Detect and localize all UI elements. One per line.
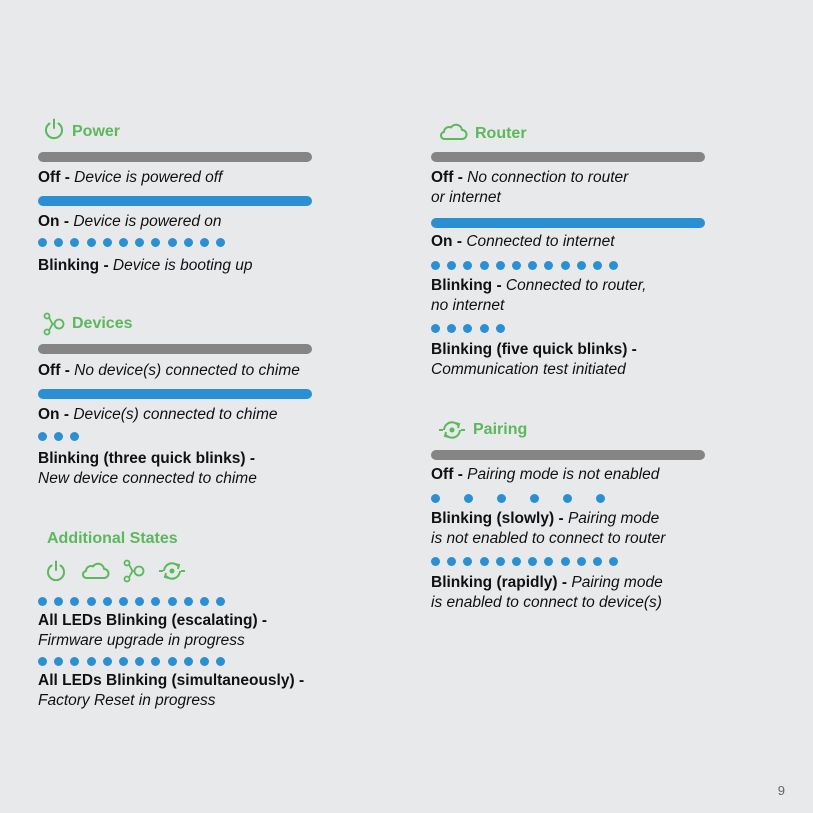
- pairing-icon: [158, 559, 186, 583]
- led-blink-dots: [431, 324, 505, 334]
- led-dot: [596, 494, 605, 503]
- led-blink-dots: [38, 238, 225, 248]
- devices-section-title: Devices: [42, 312, 133, 336]
- led-dot: [463, 557, 472, 566]
- led-on-bar: [38, 389, 312, 399]
- additional-section-title: Additional States: [47, 530, 178, 547]
- devices-icon: [42, 312, 66, 336]
- led-dot: [463, 324, 472, 333]
- led-dot: [528, 557, 537, 566]
- led-dot: [464, 494, 473, 503]
- led-dot: [70, 432, 79, 441]
- led-dot: [184, 238, 193, 247]
- led-dot: [577, 261, 586, 270]
- led-dot: [561, 557, 570, 566]
- led-dot: [216, 597, 225, 606]
- led-dot: [512, 557, 521, 566]
- led-dot: [216, 238, 225, 247]
- led-dot: [151, 657, 160, 666]
- devices-icon: [122, 559, 146, 583]
- led-dot: [431, 261, 440, 270]
- pairing-slow-desc2: is not enabled to connect to router: [431, 530, 666, 547]
- led-dot: [593, 557, 602, 566]
- led-dot: [530, 494, 539, 503]
- page-number: 9: [777, 783, 785, 798]
- pairing-off-text: Off - Pairing mode is not enabled: [431, 466, 660, 483]
- led-dot: [151, 597, 160, 606]
- led-dot: [70, 657, 79, 666]
- led-dot: [200, 597, 209, 606]
- devices-blinking-text: Blinking (three quick blinks) -: [38, 450, 256, 467]
- led-dot: [431, 324, 440, 333]
- led-off-bar: [38, 152, 312, 162]
- led-dot: [496, 261, 505, 270]
- router-blinking-desc2: no internet: [431, 297, 505, 314]
- router-section-title: Router: [437, 120, 527, 144]
- led-dot: [87, 657, 96, 666]
- led-dot: [135, 238, 144, 247]
- led-dot: [135, 597, 144, 606]
- power-icon: [44, 559, 68, 583]
- led-dot: [463, 261, 472, 270]
- pairing-slow-text: Blinking (slowly) - Pairing mode: [431, 510, 660, 527]
- cloud-icon: [80, 559, 110, 583]
- led-slow-blink-dots: [431, 494, 605, 504]
- led-dot: [447, 261, 456, 270]
- power-on-text: On - Device is powered on: [38, 213, 222, 230]
- all-leds-escalating-desc: Firmware upgrade in progress: [38, 632, 245, 649]
- led-dot: [577, 557, 586, 566]
- led-dot: [561, 261, 570, 270]
- led-off-bar: [431, 152, 705, 162]
- led-dot: [480, 261, 489, 270]
- led-dot: [135, 657, 144, 666]
- led-dot: [512, 261, 521, 270]
- led-dot: [609, 557, 618, 566]
- led-dot: [70, 597, 79, 606]
- led-on-bar: [431, 218, 705, 228]
- led-dot: [54, 238, 63, 247]
- all-leds-simultaneous-desc: Factory Reset in progress: [38, 692, 216, 709]
- all-leds-simultaneous-text: All LEDs Blinking (simultaneously) -: [38, 672, 305, 689]
- led-blink-dots: [38, 597, 225, 607]
- led-off-bar: [38, 344, 312, 354]
- additional-icons: [44, 559, 186, 583]
- led-blink-dots: [431, 261, 618, 271]
- led-dot: [184, 597, 193, 606]
- led-rapid-blink-dots: [431, 557, 618, 567]
- led-dot: [168, 597, 177, 606]
- led-dot: [496, 324, 505, 333]
- all-leds-escalating-text: All LEDs Blinking (escalating) -: [38, 612, 268, 629]
- led-dot: [447, 557, 456, 566]
- pairing-section-title: Pairing: [437, 418, 527, 442]
- led-on-bar: [38, 196, 312, 206]
- router-blinking-text: Blinking - Connected to router,: [431, 277, 647, 294]
- led-dot: [87, 597, 96, 606]
- devices-blinking-desc: New device connected to chime: [38, 470, 257, 487]
- led-dot: [431, 557, 440, 566]
- led-dot: [119, 657, 128, 666]
- led-dot: [151, 238, 160, 247]
- led-dot: [38, 597, 47, 606]
- router-quick-blink-desc: Communication test initiated: [431, 361, 626, 378]
- led-dot: [103, 657, 112, 666]
- power-blinking-text: Blinking - Device is booting up: [38, 257, 253, 274]
- led-dot: [103, 238, 112, 247]
- led-dot: [54, 432, 63, 441]
- power-section-title: Power: [42, 117, 120, 141]
- devices-on-text: On - Device(s) connected to chime: [38, 406, 278, 423]
- led-dot: [216, 657, 225, 666]
- pairing-rapid-text: Blinking (rapidly) - Pairing mode: [431, 574, 663, 591]
- led-dot: [103, 597, 112, 606]
- led-dot: [447, 324, 456, 333]
- led-blink-dots: [38, 432, 79, 442]
- led-dot: [54, 597, 63, 606]
- led-dot: [38, 432, 47, 441]
- led-dot: [119, 238, 128, 247]
- power-off-text: Off - Device is powered off: [38, 169, 223, 186]
- cloud-icon: [437, 120, 469, 144]
- led-dot: [87, 238, 96, 247]
- router-off-text: Off - No connection to router: [431, 169, 629, 186]
- pairing-rapid-desc2: is enabled to connect to device(s): [431, 594, 662, 611]
- led-dot: [480, 557, 489, 566]
- led-dot: [54, 657, 63, 666]
- led-dot: [70, 238, 79, 247]
- router-on-text: On - Connected to internet: [431, 233, 615, 250]
- devices-off-text: Off - No device(s) connected to chime: [38, 362, 300, 379]
- led-dot: [497, 494, 506, 503]
- led-dot: [119, 597, 128, 606]
- led-dot: [480, 324, 489, 333]
- led-dot: [38, 657, 47, 666]
- led-dot: [431, 494, 440, 503]
- led-off-bar: [431, 450, 705, 460]
- power-icon: [42, 117, 66, 141]
- led-dot: [528, 261, 537, 270]
- led-dot: [38, 238, 47, 247]
- led-dot: [184, 657, 193, 666]
- router-off-desc2: or internet: [431, 189, 501, 206]
- led-dot: [168, 238, 177, 247]
- router-quick-blink-text: Blinking (five quick blinks) -: [431, 341, 637, 358]
- pairing-icon: [437, 418, 467, 442]
- led-blink-dots: [38, 657, 225, 667]
- led-dot: [168, 657, 177, 666]
- led-dot: [593, 261, 602, 270]
- led-dot: [544, 557, 553, 566]
- led-dot: [200, 238, 209, 247]
- led-dot: [544, 261, 553, 270]
- led-dot: [496, 557, 505, 566]
- led-dot: [200, 657, 209, 666]
- led-dot: [563, 494, 572, 503]
- led-dot: [609, 261, 618, 270]
